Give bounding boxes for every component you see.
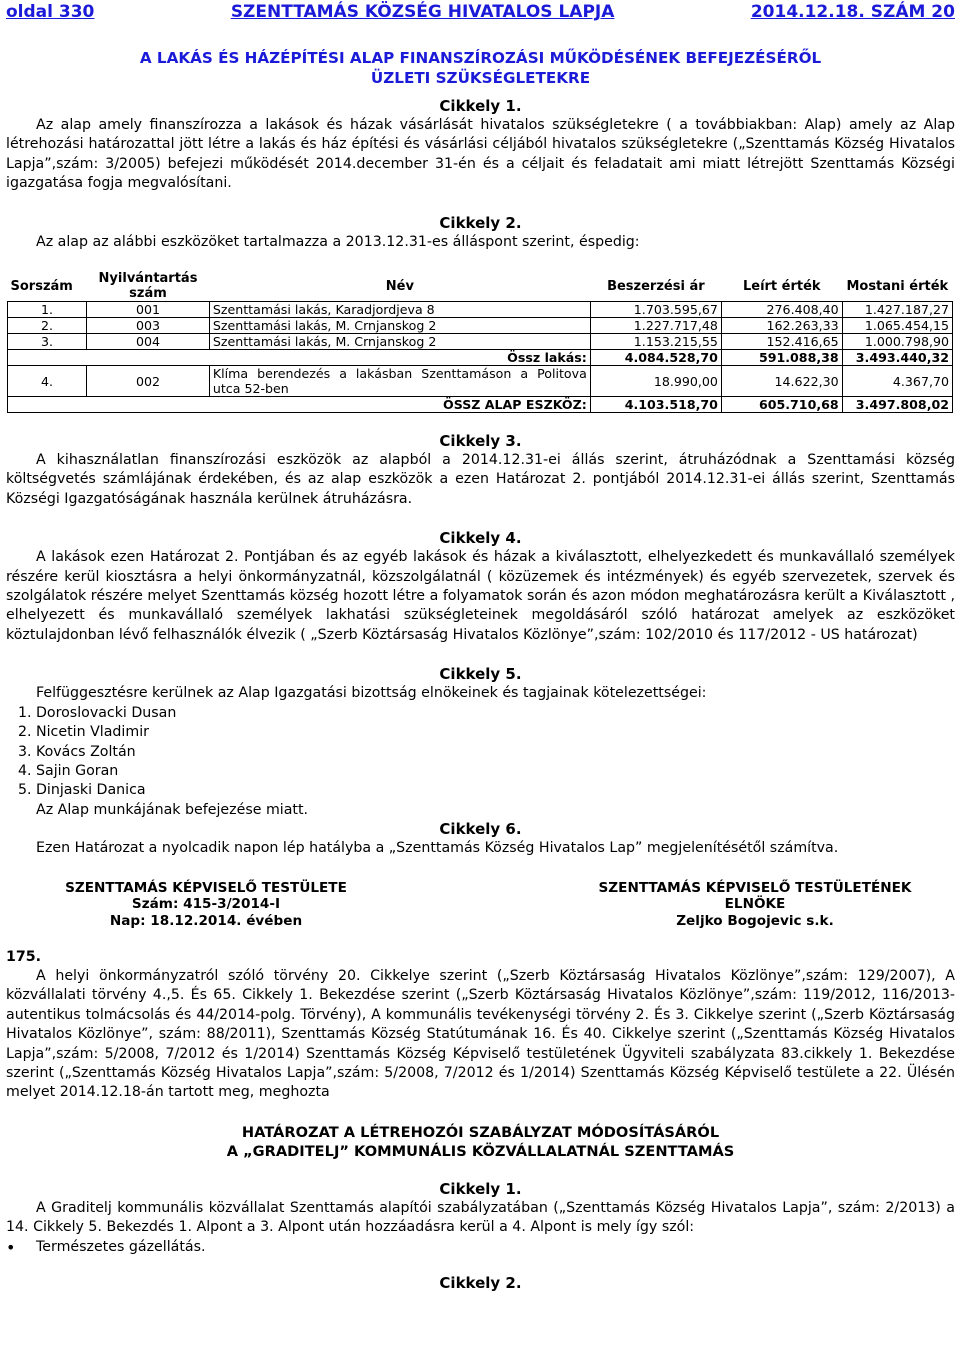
signature-left-line: SZENTTAMÁS KÉPVISELŐ TESTÜLETE [65, 879, 347, 896]
document-title: A LAKÁS ÉS HÁZÉPÍTÉSI ALAP FINANSZÍROZÁSI MŰKÖDÉSÉNEK BEFEJEZÉSÉRŐL ÜZLETI SZÜKSÉGLETEKRE [139, 49, 822, 87]
article-6-text: Ezen Határozat a nyolcadik napon lép hatályba a „Szenttamás Község Hivatalos Lap” megjelenítésétől számítva. [36, 840, 839, 857]
cell-written: 152.416,65 [721, 334, 842, 350]
committee-members-list [6, 704, 955, 801]
subtotal-written: 591.088,38 [721, 350, 842, 366]
cell-current: 1.065.454,15 [842, 318, 952, 334]
list-item: 3. Kovács Zoltán [36, 743, 955, 762]
subtotal-current: 3.493.440,32 [842, 350, 952, 366]
cell-name: Klíma berendezés a lakásban Szenttamáson a Politova utca 52-ben [209, 366, 590, 397]
article-4-heading: Cikkely 4. [439, 529, 522, 548]
section-number: 175. [6, 949, 42, 966]
subtotal-label: Össz lakás: [8, 350, 591, 366]
signature-left [6, 880, 406, 930]
header-publication: SZENTTAMÁS KÖZSÉG HIVATALOS LAPJA [230, 2, 615, 22]
decision-title-line: A „GRADITELJ” KOMMUNÁLIS KÖZVÁLLALATNÁL SZENTTAMÁS [226, 1142, 735, 1160]
cell-reg: 003 [87, 318, 210, 334]
decision-title [6, 1123, 955, 1161]
decision-article-1-text: A Graditelj kommunális közvállalat Szenttamás alapítói szabályzatában („Szenttamás Község Hivatalos Lapja”, szám: 2/2013) a 14. Cikkely 5. Bekezdés 1. Alpont a 3. Alpont után hozzáadásra kerül a 4. Alpont is mely így szól: [6, 1199, 955, 1236]
cell-written: 14.622,30 [721, 366, 842, 397]
page-header [6, 0, 955, 24]
total-cost: 4.103.518,70 [590, 397, 721, 413]
cell-current: 1.000.798,90 [842, 334, 952, 350]
header-sorszam: Sorszám [10, 278, 73, 294]
article-5-closing: Az Alap munkájának befejezése miatt. [36, 801, 309, 818]
list-item: 1. Doroslovacki Dusan [36, 704, 955, 723]
table-header-row [8, 271, 953, 302]
signature-block [6, 880, 955, 930]
cell-name: Szenttamási lakás, Karadjordjeva 8 [209, 302, 590, 318]
table-row [8, 334, 953, 350]
cell-current: 4.367,70 [842, 366, 952, 397]
article-5-intro: Felfüggesztésre kerülnek az Alap Igazgatási bizottság elnökeinek és tagjainak kötelezettségei: [36, 685, 707, 702]
list-item: 4. Sajin Goran [36, 762, 955, 781]
signature-left-line: Nap: 18.12.2014. évében [109, 912, 303, 929]
cell-cost: 1.153.215,55 [590, 334, 721, 350]
list-item: 5. Dinjaski Danica [36, 781, 955, 800]
header-leirt-ertek: Leírt érték [742, 278, 821, 294]
cell-cost: 1.227.717,48 [590, 318, 721, 334]
table-row [8, 318, 953, 334]
cell-no: 4. [8, 366, 87, 397]
cell-reg: 004 [87, 334, 210, 350]
signature-right-line: Zeljko Bogojevic s.k. [676, 912, 834, 929]
article-2-heading: Cikkely 2. [439, 213, 522, 232]
bullet-text: Természetes gázellátás. [36, 1238, 206, 1255]
header-date-issue: 2014.12.18. SZÁM 20 [750, 2, 955, 22]
article-1-text: Az alap amely finanszírozza a lakások és házak vásárlását hivatalos szükségletekre ( a továbbiakban: Alap) amely az Alap létrehozási határozattal jött létre a lakás és ház építési és vásárlási céljából hivatalos szükségletekre („Szenttamás Község Hivatalos Lapja”,szám: 3/2005) befejezi működését 2014.december 31-én és a céljait és feladatait ami miatt létrejött Szenttamás Községi igazgatása fogja megvalósítani. [6, 117, 955, 192]
cell-written: 276.408,40 [721, 302, 842, 318]
decision-title-line: HATÁROZAT A LÉTREHOZÓI SZABÁLYZAT MÓDOSÍTÁSÁRÓL [241, 1123, 720, 1141]
total-label: ÖSSZ ALAP ESZKÖZ: [8, 397, 591, 413]
header-nyilvantartas: Nyilvántartás szám [98, 271, 198, 302]
table-row [8, 302, 953, 318]
total-current: 3.497.808,02 [842, 397, 952, 413]
cell-name: Szenttamási lakás, M. Crnjanskog 2 [209, 318, 590, 334]
total-written: 605.710,68 [721, 397, 842, 413]
assets-table [7, 271, 953, 413]
cell-reg: 002 [87, 366, 210, 397]
article-5-heading: Cikkely 5. [439, 665, 522, 684]
bullet-icon: • [6, 1237, 16, 1257]
cell-no: 1. [8, 302, 87, 318]
header-beszerzesi-ar: Beszerzési ár [607, 278, 705, 294]
decision-article-2-heading: Cikkely 2. [439, 1274, 522, 1293]
article-4-text: A lakások ezen Határozat 2. Pontjában és az egyéb lakások és házak a kiválasztott, elhelyezkedett és munkavállaló személyek részére kerül kiosztásra a helyi önkormányzatnál, közszolgálatnál ( közüzemek és intézmények) és egyéb szervezetek, szervek és szolgálatok részére melyet Szenttamás község hozott létre a folyamatok során és azon módon meghatározásra került a Kiválasztott , elhelyezett és munkavállaló személyek lakhatási szükségleteinek megoldásáról szóló határozat amelyek az eszközöket köztulajdonban lévő felhasználók élvezik ( „Szerb Köztársaság Hivatalos Közlönye”,szám: 102/2010 és 117/2012 - US határozat) [6, 549, 955, 643]
signature-right-line: ELNÖKE [724, 896, 786, 913]
table-total-row [8, 397, 953, 413]
cell-no: 3. [8, 334, 87, 350]
cell-name: Szenttamási lakás, M. Crnjanskog 2 [209, 334, 590, 350]
list-item: 2. Nicetin Vladimir [36, 723, 955, 742]
header-page-number: oldal 330 [6, 2, 95, 22]
article-2-text: Az alap az alábbi eszközöket tartalmazza a 2013.12.31-es álláspont szerint, éspedig: [36, 233, 640, 250]
subtotal-cost: 4.084.528,70 [590, 350, 721, 366]
cell-cost: 1.703.595,67 [590, 302, 721, 318]
cell-reg: 001 [87, 302, 210, 318]
decision-article-1-heading: Cikkely 1. [439, 1179, 522, 1198]
article-6-heading: Cikkely 6. [439, 820, 522, 839]
table-row [8, 366, 953, 397]
cell-cost: 18.990,00 [590, 366, 721, 397]
signature-right [555, 880, 955, 930]
cell-written: 162.263,33 [721, 318, 842, 334]
signature-left-line: Szám: 415-3/2014-I [131, 896, 281, 913]
cell-no: 2. [8, 318, 87, 334]
cell-current: 1.427.187,27 [842, 302, 952, 318]
signature-right-line: SZENTTAMÁS KÉPVISELŐ TESTÜLETÉNEK [598, 879, 912, 896]
header-mostani-ertek: Mostani érték [846, 278, 949, 294]
header-nev: Név [385, 278, 414, 294]
document-page [6, 0, 955, 1293]
article-3-heading: Cikkely 3. [439, 432, 522, 451]
list-item [6, 1238, 955, 1257]
article-3-text: A kihasználatlan finanszírozási eszközök az alapból a 2014.12.31-ei állás szerint, átruházódnak a Szenttamási község költségvetés számlájának érdekében, és az alap eszközök a ezen Határozat 2. pontjából 2014.12.31-ei állás szerint, Szenttamás Községi Igazgatóságának használa kerülnek átruházásra. [6, 452, 955, 507]
article-1-heading: Cikkely 1. [439, 97, 522, 115]
table-subtotal-row [8, 350, 953, 366]
section-175-text: A helyi önkormányzatról szóló törvény 20. Cikkelye szerint („Szerb Köztársaság Hivatalos Közlönye”,szám: 129/2007), A közvállalati törvény 4.,5. És 65. Cikkely 1. Bekezdése szerint („Szerb Köztársaság Hivatalos Közlönye”,szám: 119/2012, 116/2013-autentikus tolmácsolás és 44/2014-polg. Törvény), A kommunális tevékenységi törvény 2. És 3. Cikkelye szerint („Szerb Köztársaság Hivatalos Közlönye”, szám: 88/2011), Szenttamás Község Statútumának 16. És 40. Cikkelye szerint („Szenttamás Község Hivatalos Lapja”,szám: 5/2008, 7/2012 és 1/2014) Szenttamás Község Képviselő testületének Ügyviteli szabályzata 83.cikkely 1. Bekezdése szerint („Szenttamás Község Hivatalos Lapja”,szám: 5/2008, 7/2012 és 1/2014) Szenttamás Község Képviselő testülete a 22. Ülésén melyet 2014.12.18-án tartott meg, meghozta [6, 968, 955, 1101]
